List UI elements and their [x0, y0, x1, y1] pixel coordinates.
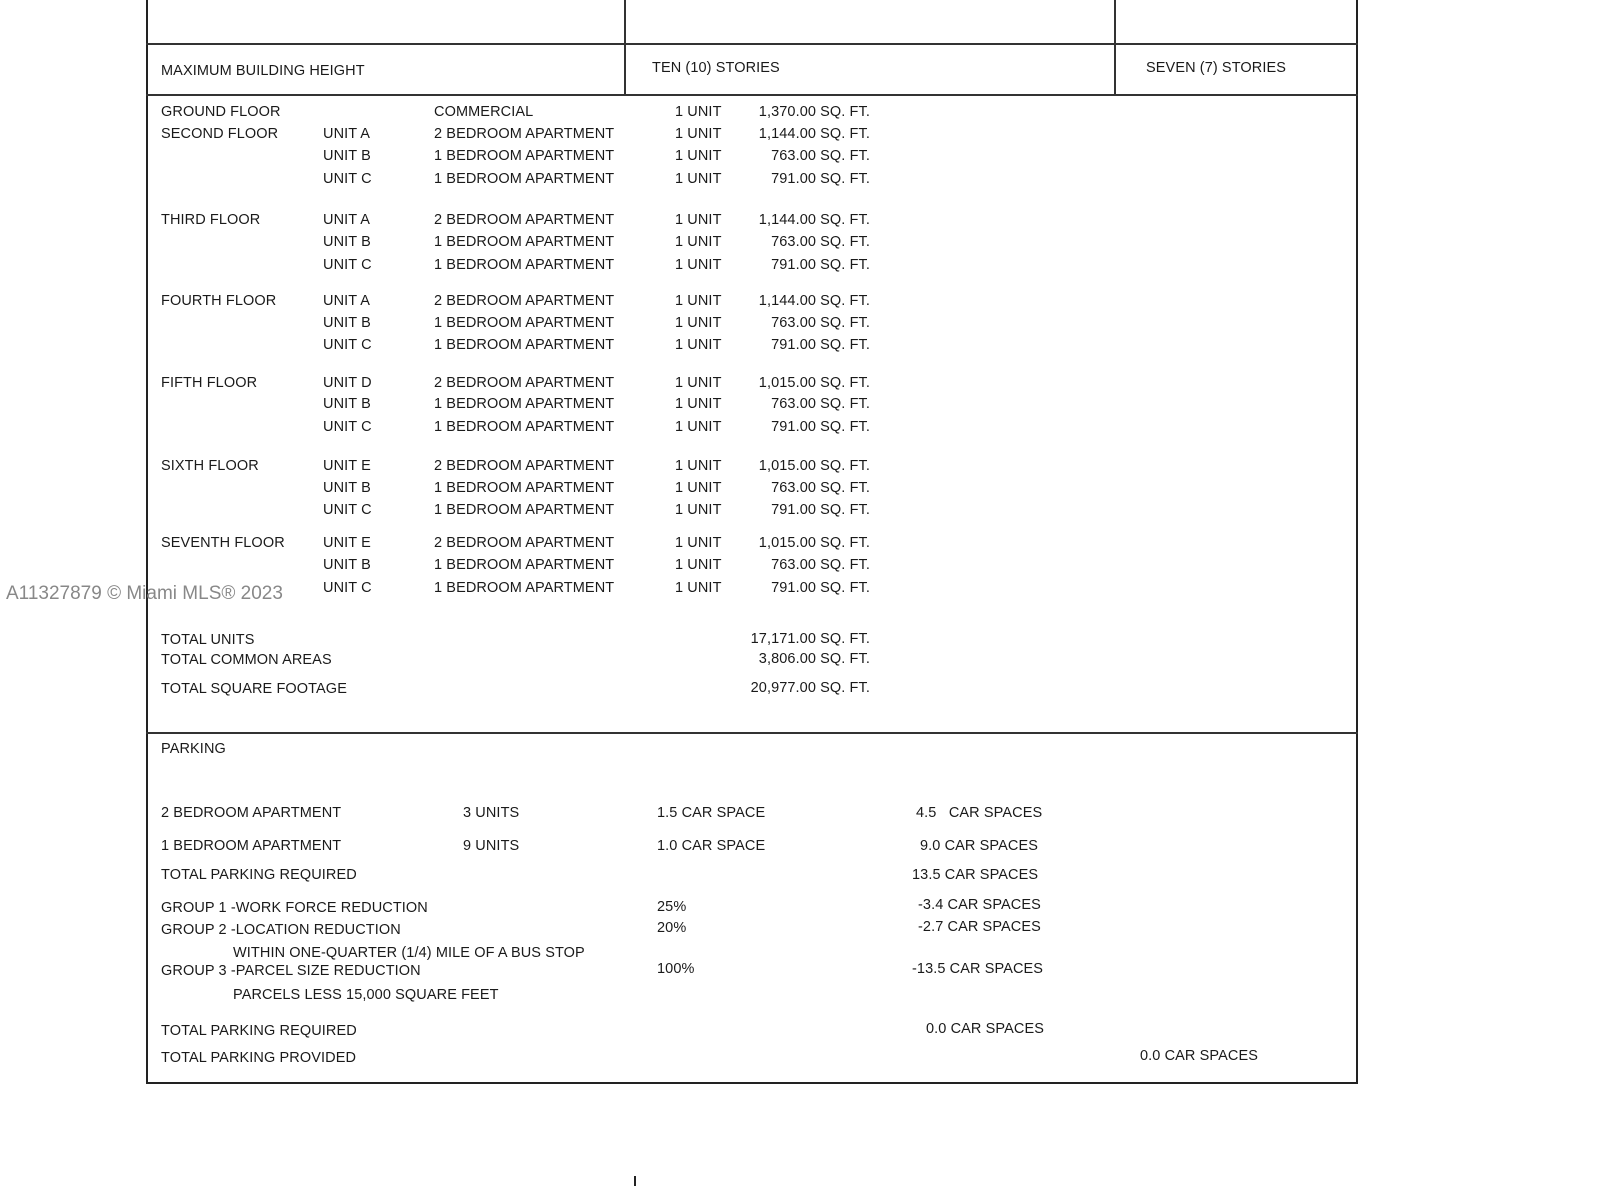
reduction-label: GROUP 2 -LOCATION REDUCTION: [161, 922, 401, 938]
divider: [146, 94, 1358, 96]
unit-type: 2 BEDROOM APARTMENT: [434, 458, 615, 474]
unit-label: UNIT A: [323, 212, 371, 228]
unit-type: 1 BEDROOM APARTMENT: [434, 396, 615, 412]
unit-area: 1,144.00 SQ. FT.: [758, 212, 870, 228]
unit-area: 1,015.00 SQ. FT.: [758, 375, 870, 391]
unit-label: UNIT C: [323, 257, 372, 273]
unit-type: 2 BEDROOM APARTMENT: [434, 293, 615, 309]
total-parking-required-label: TOTAL PARKING REQUIRED: [161, 1023, 357, 1039]
unit-label: UNIT C: [323, 580, 372, 596]
unit-label: UNIT C: [323, 171, 372, 187]
parking-row-rate: 1.0 CAR SPACE: [657, 838, 766, 854]
mls-watermark: A11327879 © Miami MLS® 2023: [6, 583, 283, 604]
unit-count: 1 UNIT: [675, 212, 722, 228]
unit-label: UNIT E: [323, 535, 371, 551]
unit-count: 1 UNIT: [675, 396, 722, 412]
unit-type: 2 BEDROOM APARTMENT: [434, 212, 615, 228]
unit-type: 1 BEDROOM APARTMENT: [434, 234, 615, 250]
unit-area: 791.00 SQ. FT.: [771, 502, 870, 518]
total-parking-required-value: 13.5 CAR SPACES: [912, 867, 1039, 883]
unit-type: 1 BEDROOM APARTMENT: [434, 419, 615, 435]
max-height-value-ten: TEN (10) STORIES: [652, 60, 780, 76]
reduction-spaces: -3.4 CAR SPACES: [918, 897, 1041, 913]
divider: [146, 732, 1358, 734]
total-parking-required-label: TOTAL PARKING REQUIRED: [161, 867, 357, 883]
parking-row-units: 3 UNITS: [463, 805, 520, 821]
unit-count: 1 UNIT: [675, 458, 722, 474]
divider: [146, 43, 1358, 45]
unit-type: 1 BEDROOM APARTMENT: [434, 480, 615, 496]
unit-type: 1 BEDROOM APARTMENT: [434, 502, 615, 518]
unit-type: COMMERCIAL: [434, 104, 534, 120]
unit-count: 1 UNIT: [675, 419, 722, 435]
total-value: 20,977.00 SQ. FT.: [750, 680, 870, 696]
unit-area: 1,370.00 SQ. FT.: [758, 104, 870, 120]
parcel-note: PARCELS LESS 15,000 SQUARE FEET: [233, 987, 499, 1003]
unit-count: 1 UNIT: [675, 535, 722, 551]
unit-count: 1 UNIT: [675, 337, 722, 353]
unit-label: UNIT C: [323, 502, 372, 518]
reduction-label: GROUP 1 -WORK FORCE REDUCTION: [161, 900, 428, 916]
unit-label: UNIT B: [323, 480, 371, 496]
unit-count: 1 UNIT: [675, 502, 722, 518]
unit-type: 2 BEDROOM APARTMENT: [434, 126, 615, 142]
unit-type: 1 BEDROOM APARTMENT: [434, 171, 615, 187]
parking-row-label: 2 BEDROOM APARTMENT: [161, 805, 342, 821]
reduction-percent: 20%: [657, 920, 687, 936]
unit-area: 1,015.00 SQ. FT.: [758, 535, 870, 551]
unit-area: 763.00 SQ. FT.: [771, 557, 870, 573]
reduction-label: GROUP 3 -PARCEL SIZE REDUCTION: [161, 963, 421, 979]
unit-type: 1 BEDROOM APARTMENT: [434, 580, 615, 596]
unit-type: 1 BEDROOM APARTMENT: [434, 257, 615, 273]
total-parking-required-value: 0.0 CAR SPACES: [926, 1021, 1044, 1037]
unit-count: 1 UNIT: [675, 293, 722, 309]
reduction-percent: 25%: [657, 899, 687, 915]
unit-area: 763.00 SQ. FT.: [771, 315, 870, 331]
unit-count: 1 UNIT: [675, 148, 722, 164]
total-label: TOTAL COMMON AREAS: [161, 652, 332, 668]
unit-area: 1,015.00 SQ. FT.: [758, 458, 870, 474]
floor-label: SECOND FLOOR: [161, 126, 279, 142]
unit-type: 2 BEDROOM APARTMENT: [434, 535, 615, 551]
unit-area: 763.00 SQ. FT.: [771, 148, 870, 164]
unit-count: 1 UNIT: [675, 126, 722, 142]
unit-count: 1 UNIT: [675, 557, 722, 573]
unit-label: UNIT D: [323, 375, 372, 391]
max-height-value-seven: SEVEN (7) STORIES: [1146, 60, 1287, 76]
floor-label: SEVENTH FLOOR: [161, 535, 285, 551]
page-tick-mark: [634, 1176, 636, 1186]
total-label: TOTAL UNITS: [161, 632, 255, 648]
unit-area: 1,144.00 SQ. FT.: [758, 293, 870, 309]
unit-label: UNIT C: [323, 337, 372, 353]
reduction-percent: 100%: [657, 961, 695, 977]
unit-count: 1 UNIT: [675, 480, 722, 496]
unit-count: 1 UNIT: [675, 315, 722, 331]
unit-label: UNIT A: [323, 126, 371, 142]
unit-area: 791.00 SQ. FT.: [771, 337, 870, 353]
unit-label: UNIT B: [323, 315, 371, 331]
parking-row-spaces: 9.0 CAR SPACES: [920, 838, 1038, 854]
unit-label: UNIT B: [323, 557, 371, 573]
unit-count: 1 UNIT: [675, 375, 722, 391]
unit-label: UNIT E: [323, 458, 371, 474]
unit-area: 763.00 SQ. FT.: [771, 234, 870, 250]
parking-row-rate: 1.5 CAR SPACE: [657, 805, 766, 821]
unit-type: 2 BEDROOM APARTMENT: [434, 375, 615, 391]
parking-row-units: 9 UNITS: [463, 838, 520, 854]
floor-label: FOURTH FLOOR: [161, 293, 277, 309]
unit-area: 791.00 SQ. FT.: [771, 580, 870, 596]
floor-label: SIXTH FLOOR: [161, 458, 259, 474]
unit-count: 1 UNIT: [675, 104, 722, 120]
reduction-spaces: -2.7 CAR SPACES: [918, 919, 1041, 935]
parking-row-spaces: 4.5 CAR SPACES: [916, 805, 1043, 821]
unit-type: 1 BEDROOM APARTMENT: [434, 148, 615, 164]
unit-label: UNIT C: [323, 419, 372, 435]
column-divider: [1114, 0, 1116, 95]
unit-type: 1 BEDROOM APARTMENT: [434, 315, 615, 331]
total-label: TOTAL SQUARE FOOTAGE: [161, 681, 347, 697]
floor-label: THIRD FLOOR: [161, 212, 261, 228]
unit-label: UNIT B: [323, 396, 371, 412]
unit-area: 791.00 SQ. FT.: [771, 171, 870, 187]
unit-area: 763.00 SQ. FT.: [771, 480, 870, 496]
unit-count: 1 UNIT: [675, 171, 722, 187]
location-note: WITHIN ONE-QUARTER (1/4) MILE OF A BUS STOP: [233, 945, 585, 961]
unit-type: 1 BEDROOM APARTMENT: [434, 557, 615, 573]
reduction-spaces: -13.5 CAR SPACES: [912, 961, 1044, 977]
unit-area: 791.00 SQ. FT.: [771, 419, 870, 435]
unit-area: 1,144.00 SQ. FT.: [758, 126, 870, 142]
parking-title: PARKING: [161, 741, 226, 757]
floor-label: GROUND FLOOR: [161, 104, 281, 120]
unit-area: 791.00 SQ. FT.: [771, 257, 870, 273]
max-height-label: MAXIMUM BUILDING HEIGHT: [161, 63, 365, 79]
floor-label: FIFTH FLOOR: [161, 375, 258, 391]
column-divider: [624, 0, 626, 95]
total-parking-provided-label: TOTAL PARKING PROVIDED: [161, 1050, 357, 1066]
parking-row-label: 1 BEDROOM APARTMENT: [161, 838, 342, 854]
unit-count: 1 UNIT: [675, 257, 722, 273]
unit-label: UNIT B: [323, 148, 371, 164]
unit-label: UNIT A: [323, 293, 371, 309]
unit-type: 1 BEDROOM APARTMENT: [434, 337, 615, 353]
total-value: 3,806.00 SQ. FT.: [758, 651, 870, 667]
unit-area: 763.00 SQ. FT.: [771, 396, 870, 412]
unit-count: 1 UNIT: [675, 234, 722, 250]
unit-count: 1 UNIT: [675, 580, 722, 596]
total-value: 17,171.00 SQ. FT.: [750, 631, 870, 647]
unit-label: UNIT B: [323, 234, 371, 250]
total-parking-provided-value: 0.0 CAR SPACES: [1140, 1048, 1258, 1064]
